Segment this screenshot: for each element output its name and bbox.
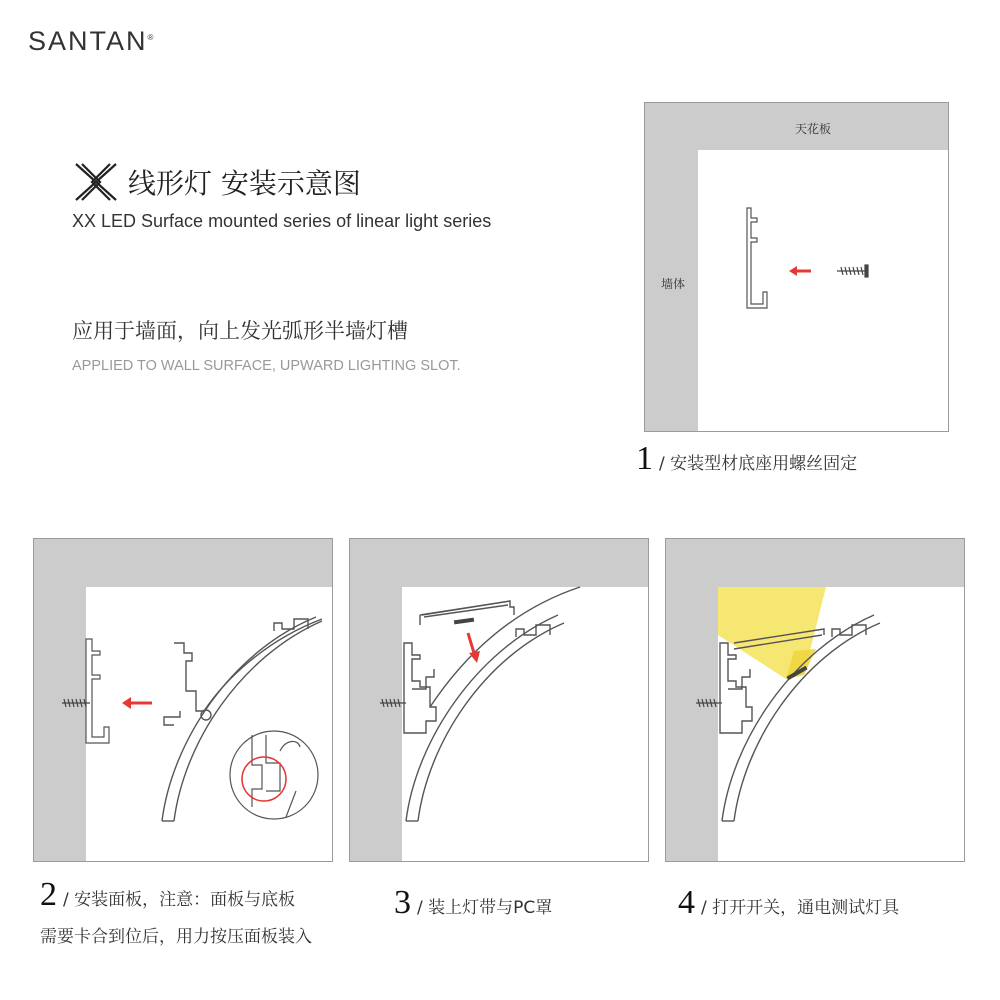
step2-text-line2: 需要卡合到位后，用力按压面板装入 <box>40 927 312 947</box>
step1-sep: / <box>659 454 665 474</box>
step2-diagram <box>33 538 333 862</box>
brand-logo <box>28 26 155 57</box>
light-beam <box>718 587 826 679</box>
registered-mark: ® <box>147 33 156 42</box>
step1-number: 1 <box>636 440 653 477</box>
title-en: XX LED Surface mounted series of linear light series <box>72 211 492 231</box>
base-profile <box>747 208 767 308</box>
step4-caption <box>678 884 899 922</box>
description-en: APPLIED TO WALL SURFACE, UPWARD LIGHTING SLOT. <box>72 358 461 374</box>
description-cn: 应用于墙面，向上发光弧形半墙灯槽 <box>72 319 408 343</box>
step3-diagram <box>349 538 649 862</box>
step3-caption <box>394 884 552 922</box>
assembled-profile <box>404 587 580 821</box>
xx-mark-icon <box>72 160 120 204</box>
step1-diagram <box>644 102 949 432</box>
step2-number: 2 <box>40 876 57 913</box>
step1-caption <box>636 440 857 478</box>
step2-caption <box>40 876 295 914</box>
title-cn: 线形灯 安装示意图 <box>128 167 361 200</box>
detail-magnifier <box>230 731 318 819</box>
step4-text: 打开开关，通电测试灯具 <box>712 898 900 918</box>
step3-sep: / <box>417 898 423 918</box>
base-profile <box>86 639 109 743</box>
red-arrow-icon <box>789 266 811 276</box>
brand-logo-text: SANTAN <box>28 26 148 56</box>
red-arrow-icon <box>122 697 152 709</box>
step4-sep: / <box>701 898 707 918</box>
step2-text: 安装面板，注意：面板与底板 <box>74 890 296 910</box>
step2-sep: / <box>63 890 69 910</box>
step4-diagram <box>665 538 965 862</box>
page-title <box>72 160 361 204</box>
step3-text: 装上灯带与PC罩 <box>428 898 553 918</box>
step1-text: 安装型材底座用螺丝固定 <box>670 454 858 474</box>
step3-number: 3 <box>394 884 411 921</box>
wall-label: 墙体 <box>661 277 686 291</box>
led-strip <box>454 618 474 625</box>
screw-icon <box>837 265 868 277</box>
ceiling-label: 天花板 <box>795 122 832 136</box>
wall <box>645 103 698 431</box>
step4-number: 4 <box>678 884 695 921</box>
